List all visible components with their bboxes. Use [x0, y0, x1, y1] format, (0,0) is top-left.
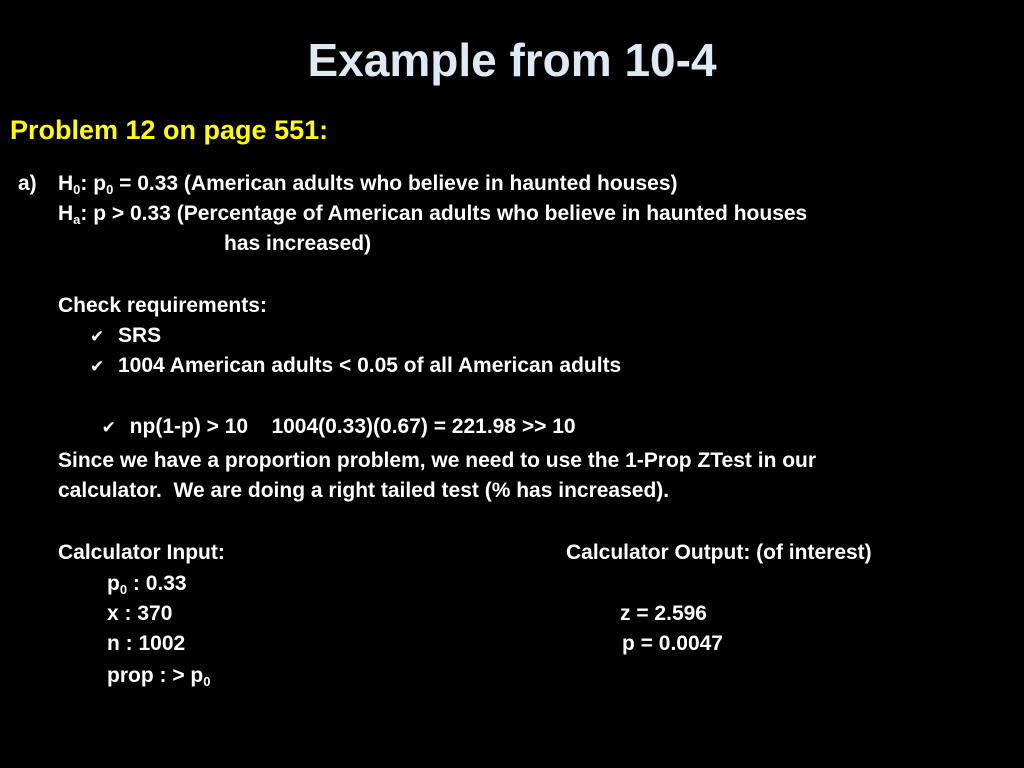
- calculator-output-heading: Calculator Output: (of interest): [566, 541, 872, 564]
- p0-letter: p: [107, 572, 120, 595]
- calculator-input-heading: Calculator Input:: [58, 541, 225, 564]
- checkmark-icon: ✔: [101, 418, 116, 437]
- output-p: p = 0.0047: [622, 632, 723, 655]
- part-label: a): [18, 172, 37, 195]
- null-hypothesis: [58, 169, 678, 199]
- requirement-text: SRS: [118, 324, 162, 347]
- problem-heading: Problem 12 on page 551:: [10, 115, 329, 145]
- output-z: z = 2.596: [620, 602, 707, 625]
- requirement-item: [90, 382, 576, 443]
- ha-letter: H: [58, 202, 74, 225]
- ha-statement: : p > 0.33 (Percentage of American adults who believe in haunted houses: [80, 202, 808, 225]
- h0-letter: H: [58, 172, 74, 195]
- p0-value: : 0.33: [127, 572, 187, 595]
- requirement-item: [90, 351, 621, 382]
- h0-statement: = 0.33 (American adults who believe in haunted houses): [113, 172, 678, 195]
- requirement-text: 1004 American adults < 0.05 of all American adults: [118, 354, 622, 377]
- requirements-heading: Check requirements:: [58, 294, 267, 317]
- explanation-line-2: calculator. We are doing a right tailed test (% has increased).: [58, 479, 670, 502]
- requirement-item: [90, 321, 161, 352]
- input-n: n : 1002: [107, 632, 186, 655]
- checkmark-icon: ✔: [90, 327, 105, 346]
- ha-subscript: a: [73, 212, 81, 227]
- explanation-line-1: Since we have a proportion problem, we need to use the 1-Prop ZTest in our: [58, 449, 817, 472]
- h0-p-subscript: 0: [106, 182, 114, 197]
- input-x: x : 370: [107, 602, 173, 625]
- alternative-hypothesis-continued: has increased): [224, 232, 372, 255]
- input-prop: [107, 661, 210, 691]
- checkmark-icon: ✔: [90, 357, 105, 376]
- p0-subscript: 0: [119, 582, 128, 597]
- h0-subscript: 0: [73, 182, 81, 197]
- prop-text: prop : > p: [107, 664, 204, 687]
- slide-title: Example from 10-4: [307, 34, 717, 86]
- requirement-text: np(1-p) > 10 1004(0.33)(0.67) = 221.98 >> 10: [129, 415, 576, 438]
- input-p0: [107, 569, 187, 599]
- alternative-hypothesis: [58, 199, 807, 229]
- prop-subscript: 0: [203, 674, 211, 689]
- h0-mid: : p: [80, 172, 107, 195]
